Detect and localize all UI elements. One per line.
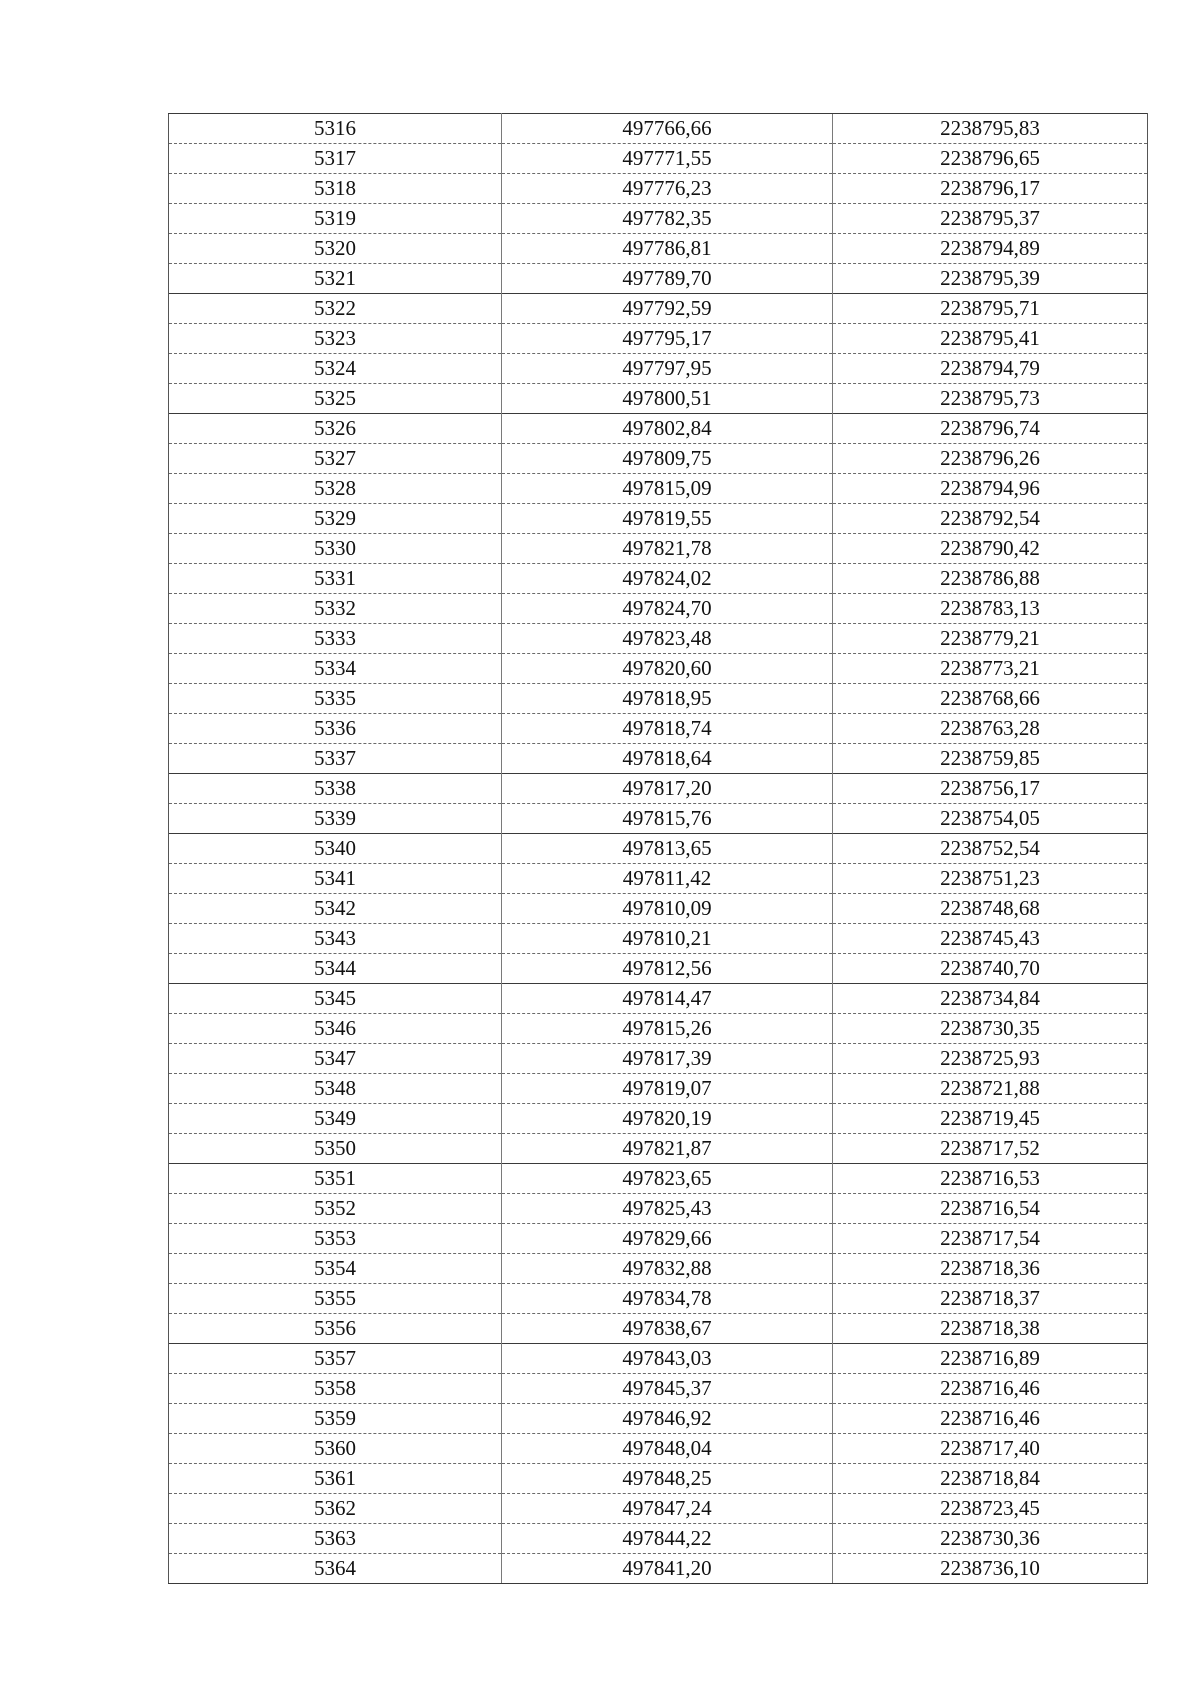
table-row bbox=[169, 1284, 1148, 1314]
x-coordinate-cell: 497845,37 bbox=[502, 1374, 833, 1404]
x-coordinate-cell: 497812,56 bbox=[502, 954, 833, 984]
point-number-cell: 5329 bbox=[169, 504, 502, 534]
y-coordinate-cell: 2238730,35 bbox=[833, 1014, 1148, 1044]
table-row bbox=[169, 1044, 1148, 1074]
x-coordinate-cell: 497797,95 bbox=[502, 354, 833, 384]
point-number-cell: 5352 bbox=[169, 1194, 502, 1224]
x-coordinate-cell: 497810,09 bbox=[502, 894, 833, 924]
x-coordinate-cell: 497818,64 bbox=[502, 744, 833, 774]
point-number-cell: 5334 bbox=[169, 654, 502, 684]
y-coordinate-cell: 2238725,93 bbox=[833, 1044, 1148, 1074]
point-number-cell: 5348 bbox=[169, 1074, 502, 1104]
y-coordinate-cell: 2238795,41 bbox=[833, 324, 1148, 354]
y-coordinate-cell: 2238783,13 bbox=[833, 594, 1148, 624]
y-coordinate-cell: 2238718,36 bbox=[833, 1254, 1148, 1284]
table-row bbox=[169, 744, 1148, 774]
x-coordinate-cell: 497847,24 bbox=[502, 1494, 833, 1524]
y-coordinate-cell: 2238718,37 bbox=[833, 1284, 1148, 1314]
coordinates-table-body bbox=[169, 114, 1148, 1584]
table-row bbox=[169, 1314, 1148, 1344]
point-number-cell: 5361 bbox=[169, 1464, 502, 1494]
point-number-cell: 5343 bbox=[169, 924, 502, 954]
y-coordinate-cell: 2238759,85 bbox=[833, 744, 1148, 774]
x-coordinate-cell: 497824,02 bbox=[502, 564, 833, 594]
x-coordinate-cell: 497823,65 bbox=[502, 1164, 833, 1194]
y-coordinate-cell: 2238736,10 bbox=[833, 1554, 1148, 1584]
y-coordinate-cell: 2238716,53 bbox=[833, 1164, 1148, 1194]
y-coordinate-cell: 2238756,17 bbox=[833, 774, 1148, 804]
y-coordinate-cell: 2238773,21 bbox=[833, 654, 1148, 684]
table-row bbox=[169, 234, 1148, 264]
table-row bbox=[169, 894, 1148, 924]
y-coordinate-cell: 2238717,52 bbox=[833, 1134, 1148, 1164]
y-coordinate-cell: 2238786,88 bbox=[833, 564, 1148, 594]
y-coordinate-cell: 2238740,70 bbox=[833, 954, 1148, 984]
y-coordinate-cell: 2238763,28 bbox=[833, 714, 1148, 744]
point-number-cell: 5355 bbox=[169, 1284, 502, 1314]
table-row bbox=[169, 924, 1148, 954]
x-coordinate-cell: 497832,88 bbox=[502, 1254, 833, 1284]
x-coordinate-cell: 497824,70 bbox=[502, 594, 833, 624]
table-row bbox=[169, 384, 1148, 414]
table-row bbox=[169, 444, 1148, 474]
y-coordinate-cell: 2238716,54 bbox=[833, 1194, 1148, 1224]
point-number-cell: 5342 bbox=[169, 894, 502, 924]
x-coordinate-cell: 497834,78 bbox=[502, 1284, 833, 1314]
table-row bbox=[169, 714, 1148, 744]
table-row bbox=[169, 294, 1148, 324]
y-coordinate-cell: 2238792,54 bbox=[833, 504, 1148, 534]
y-coordinate-cell: 2238795,73 bbox=[833, 384, 1148, 414]
table-row bbox=[169, 1374, 1148, 1404]
x-coordinate-cell: 497821,87 bbox=[502, 1134, 833, 1164]
y-coordinate-cell: 2238795,71 bbox=[833, 294, 1148, 324]
table-row bbox=[169, 564, 1148, 594]
point-number-cell: 5347 bbox=[169, 1044, 502, 1074]
point-number-cell: 5357 bbox=[169, 1344, 502, 1374]
point-number-cell: 5358 bbox=[169, 1374, 502, 1404]
point-number-cell: 5320 bbox=[169, 234, 502, 264]
x-coordinate-cell: 497841,20 bbox=[502, 1554, 833, 1584]
table-row bbox=[169, 984, 1148, 1014]
table-row bbox=[169, 354, 1148, 384]
x-coordinate-cell: 497811,42 bbox=[502, 864, 833, 894]
x-coordinate-cell: 497810,21 bbox=[502, 924, 833, 954]
x-coordinate-cell: 497800,51 bbox=[502, 384, 833, 414]
table-row bbox=[169, 1554, 1148, 1584]
point-number-cell: 5350 bbox=[169, 1134, 502, 1164]
x-coordinate-cell: 497838,67 bbox=[502, 1314, 833, 1344]
point-number-cell: 5337 bbox=[169, 744, 502, 774]
point-number-cell: 5345 bbox=[169, 984, 502, 1014]
table-row bbox=[169, 114, 1148, 144]
y-coordinate-cell: 2238719,45 bbox=[833, 1104, 1148, 1134]
y-coordinate-cell: 2238794,79 bbox=[833, 354, 1148, 384]
point-number-cell: 5328 bbox=[169, 474, 502, 504]
table-row bbox=[169, 1434, 1148, 1464]
x-coordinate-cell: 497823,48 bbox=[502, 624, 833, 654]
x-coordinate-cell: 497820,60 bbox=[502, 654, 833, 684]
x-coordinate-cell: 497844,22 bbox=[502, 1524, 833, 1554]
point-number-cell: 5324 bbox=[169, 354, 502, 384]
point-number-cell: 5362 bbox=[169, 1494, 502, 1524]
table-row bbox=[169, 594, 1148, 624]
x-coordinate-cell: 497776,23 bbox=[502, 174, 833, 204]
x-coordinate-cell: 497818,95 bbox=[502, 684, 833, 714]
point-number-cell: 5341 bbox=[169, 864, 502, 894]
x-coordinate-cell: 497815,26 bbox=[502, 1014, 833, 1044]
y-coordinate-cell: 2238796,65 bbox=[833, 144, 1148, 174]
table-row bbox=[169, 954, 1148, 984]
y-coordinate-cell: 2238717,54 bbox=[833, 1224, 1148, 1254]
y-coordinate-cell: 2238716,46 bbox=[833, 1404, 1148, 1434]
x-coordinate-cell: 497843,03 bbox=[502, 1344, 833, 1374]
y-coordinate-cell: 2238794,96 bbox=[833, 474, 1148, 504]
y-coordinate-cell: 2238734,84 bbox=[833, 984, 1148, 1014]
point-number-cell: 5323 bbox=[169, 324, 502, 354]
x-coordinate-cell: 497829,66 bbox=[502, 1224, 833, 1254]
x-coordinate-cell: 497782,35 bbox=[502, 204, 833, 234]
y-coordinate-cell: 2238751,23 bbox=[833, 864, 1148, 894]
table-row bbox=[169, 624, 1148, 654]
point-number-cell: 5349 bbox=[169, 1104, 502, 1134]
y-coordinate-cell: 2238752,54 bbox=[833, 834, 1148, 864]
y-coordinate-cell: 2238768,66 bbox=[833, 684, 1148, 714]
x-coordinate-cell: 497821,78 bbox=[502, 534, 833, 564]
point-number-cell: 5360 bbox=[169, 1434, 502, 1464]
table-row bbox=[169, 474, 1148, 504]
x-coordinate-cell: 497815,09 bbox=[502, 474, 833, 504]
y-coordinate-cell: 2238716,89 bbox=[833, 1344, 1148, 1374]
point-number-cell: 5317 bbox=[169, 144, 502, 174]
x-coordinate-cell: 497802,84 bbox=[502, 414, 833, 444]
x-coordinate-cell: 497814,47 bbox=[502, 984, 833, 1014]
y-coordinate-cell: 2238795,83 bbox=[833, 114, 1148, 144]
x-coordinate-cell: 497848,25 bbox=[502, 1464, 833, 1494]
table-row bbox=[169, 1254, 1148, 1284]
x-coordinate-cell: 497819,07 bbox=[502, 1074, 833, 1104]
table-row bbox=[169, 324, 1148, 354]
point-number-cell: 5332 bbox=[169, 594, 502, 624]
point-number-cell: 5327 bbox=[169, 444, 502, 474]
y-coordinate-cell: 2238795,39 bbox=[833, 264, 1148, 294]
point-number-cell: 5335 bbox=[169, 684, 502, 714]
point-number-cell: 5325 bbox=[169, 384, 502, 414]
point-number-cell: 5333 bbox=[169, 624, 502, 654]
table-row bbox=[169, 1524, 1148, 1554]
table-row bbox=[169, 834, 1148, 864]
point-number-cell: 5351 bbox=[169, 1164, 502, 1194]
point-number-cell: 5356 bbox=[169, 1314, 502, 1344]
table-row bbox=[169, 534, 1148, 564]
point-number-cell: 5346 bbox=[169, 1014, 502, 1044]
table-row bbox=[169, 1464, 1148, 1494]
y-coordinate-cell: 2238745,43 bbox=[833, 924, 1148, 954]
x-coordinate-cell: 497766,66 bbox=[502, 114, 833, 144]
y-coordinate-cell: 2238796,26 bbox=[833, 444, 1148, 474]
x-coordinate-cell: 497818,74 bbox=[502, 714, 833, 744]
table-row bbox=[169, 864, 1148, 894]
table-row bbox=[169, 1344, 1148, 1374]
table-row bbox=[169, 174, 1148, 204]
point-number-cell: 5354 bbox=[169, 1254, 502, 1284]
x-coordinate-cell: 497825,43 bbox=[502, 1194, 833, 1224]
x-coordinate-cell: 497771,55 bbox=[502, 144, 833, 174]
table-row bbox=[169, 1134, 1148, 1164]
point-number-cell: 5330 bbox=[169, 534, 502, 564]
point-number-cell: 5331 bbox=[169, 564, 502, 594]
table-row bbox=[169, 414, 1148, 444]
y-coordinate-cell: 2238795,37 bbox=[833, 204, 1148, 234]
y-coordinate-cell: 2238779,21 bbox=[833, 624, 1148, 654]
x-coordinate-cell: 497789,70 bbox=[502, 264, 833, 294]
point-number-cell: 5338 bbox=[169, 774, 502, 804]
table-row bbox=[169, 1104, 1148, 1134]
table-row bbox=[169, 1404, 1148, 1434]
x-coordinate-cell: 497817,39 bbox=[502, 1044, 833, 1074]
x-coordinate-cell: 497809,75 bbox=[502, 444, 833, 474]
x-coordinate-cell: 497846,92 bbox=[502, 1404, 833, 1434]
table-row bbox=[169, 144, 1148, 174]
y-coordinate-cell: 2238794,89 bbox=[833, 234, 1148, 264]
point-number-cell: 5319 bbox=[169, 204, 502, 234]
table-row bbox=[169, 204, 1148, 234]
point-number-cell: 5353 bbox=[169, 1224, 502, 1254]
y-coordinate-cell: 2238721,88 bbox=[833, 1074, 1148, 1104]
x-coordinate-cell: 497817,20 bbox=[502, 774, 833, 804]
y-coordinate-cell: 2238716,46 bbox=[833, 1374, 1148, 1404]
x-coordinate-cell: 497813,65 bbox=[502, 834, 833, 864]
point-number-cell: 5316 bbox=[169, 114, 502, 144]
x-coordinate-cell: 497848,04 bbox=[502, 1434, 833, 1464]
point-number-cell: 5326 bbox=[169, 414, 502, 444]
table-row bbox=[169, 1224, 1148, 1254]
table-row bbox=[169, 804, 1148, 834]
point-number-cell: 5322 bbox=[169, 294, 502, 324]
x-coordinate-cell: 497792,59 bbox=[502, 294, 833, 324]
table-row bbox=[169, 504, 1148, 534]
y-coordinate-cell: 2238717,40 bbox=[833, 1434, 1148, 1464]
table-row bbox=[169, 1494, 1148, 1524]
y-coordinate-cell: 2238790,42 bbox=[833, 534, 1148, 564]
point-number-cell: 5339 bbox=[169, 804, 502, 834]
point-number-cell: 5340 bbox=[169, 834, 502, 864]
table-row bbox=[169, 684, 1148, 714]
point-number-cell: 5344 bbox=[169, 954, 502, 984]
y-coordinate-cell: 2238730,36 bbox=[833, 1524, 1148, 1554]
y-coordinate-cell: 2238718,84 bbox=[833, 1464, 1148, 1494]
point-number-cell: 5336 bbox=[169, 714, 502, 744]
x-coordinate-cell: 497820,19 bbox=[502, 1104, 833, 1134]
point-number-cell: 5359 bbox=[169, 1404, 502, 1434]
table-row bbox=[169, 1074, 1148, 1104]
point-number-cell: 5321 bbox=[169, 264, 502, 294]
x-coordinate-cell: 497819,55 bbox=[502, 504, 833, 534]
y-coordinate-cell: 2238796,74 bbox=[833, 414, 1148, 444]
x-coordinate-cell: 497795,17 bbox=[502, 324, 833, 354]
y-coordinate-cell: 2238718,38 bbox=[833, 1314, 1148, 1344]
y-coordinate-cell: 2238796,17 bbox=[833, 174, 1148, 204]
table-row bbox=[169, 1164, 1148, 1194]
table-row bbox=[169, 1014, 1148, 1044]
coordinates-table bbox=[168, 113, 1148, 1584]
table-row bbox=[169, 774, 1148, 804]
point-number-cell: 5364 bbox=[169, 1554, 502, 1584]
x-coordinate-cell: 497786,81 bbox=[502, 234, 833, 264]
table-row bbox=[169, 264, 1148, 294]
table-row bbox=[169, 654, 1148, 684]
point-number-cell: 5318 bbox=[169, 174, 502, 204]
table-row bbox=[169, 1194, 1148, 1224]
y-coordinate-cell: 2238754,05 bbox=[833, 804, 1148, 834]
point-number-cell: 5363 bbox=[169, 1524, 502, 1554]
x-coordinate-cell: 497815,76 bbox=[502, 804, 833, 834]
y-coordinate-cell: 2238748,68 bbox=[833, 894, 1148, 924]
y-coordinate-cell: 2238723,45 bbox=[833, 1494, 1148, 1524]
